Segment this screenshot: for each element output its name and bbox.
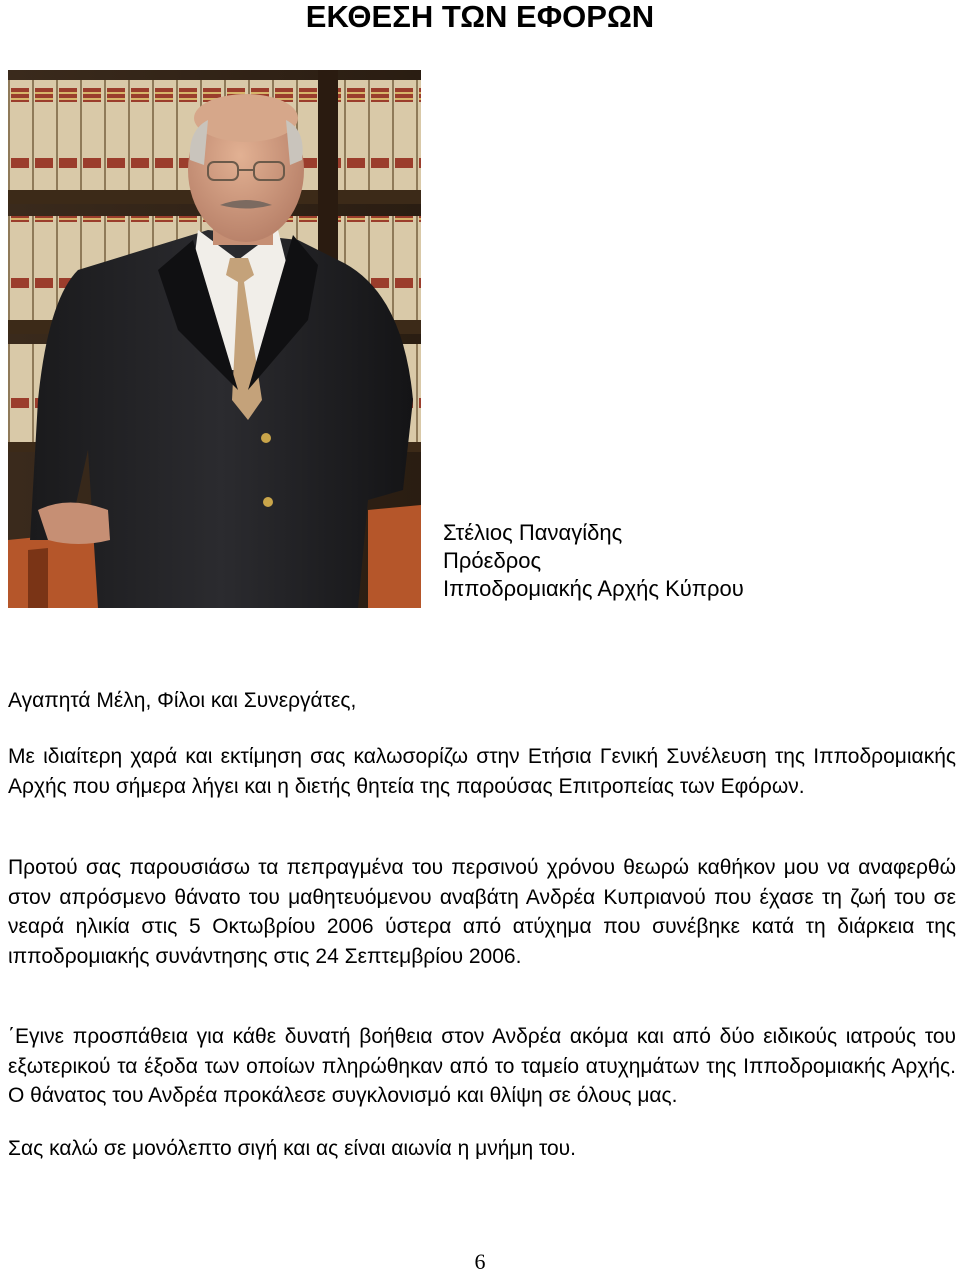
paragraph-welcome: Με ιδιαίτερη χαρά και εκτίμηση σας καλωσορίζω στην Ετήσια Γενική Συνέλευση της Ιπποδρομιακής Αρχής που σήμερα λήγει και η διετής θητεία της παρούσας Επιτροπείας των Εφόρων. bbox=[8, 745, 956, 798]
paragraph-memorial: Προτού σας παρουσιάσω τα πεπραγμένα του περσινού χρόνου θεωρώ καθήκον μου να αναφερθώ στον απρόσμενο θάνατο του μαθητευόμενου αναβάτη Ανδρέα Κυπριανού που έχασε τη ζωή του σε νεαρά ηλικία στις 5 Οκτωβρίου 2006 ύστερα από ατύχημα που συνέβηκε κατά τη διάρκεια της ιπποδρομιακής συνάντησης στις 24 Σεπτεμβρίου 2006. bbox=[8, 856, 956, 968]
page-number: 6 bbox=[474, 1249, 486, 1274]
greeting: Αγαπητά Μέλη, Φίλοι και Συνεργάτες, bbox=[8, 689, 357, 712]
paragraph-assistance: ΄Εγινε προσπάθεια για κάθε δυνατή βοήθεια στον Ανδρέα ακόμα και από δύο ειδικούς ιατρούς του εξωτερικού τα έξοδα των οποίων πληρώθηκαν από το ταμείο ατυχημάτων της Ιπποδρομιακής Αρχής. Ο θάνατος του Ανδρέα προκάλεσε συγκλονισμό και θλίψη σε όλους μας. bbox=[8, 1025, 956, 1107]
caption-organization: Ιπποδρομιακής Αρχής Κύπρου bbox=[443, 576, 744, 601]
document-title: ΕΚΘΕΣΗ ΤΩΝ ΕΦΟΡΩΝ bbox=[305, 0, 655, 34]
photo-caption bbox=[443, 519, 744, 603]
portrait-photo bbox=[8, 70, 421, 608]
caption-name: Στέλιος Παναγίδης bbox=[443, 520, 623, 545]
paragraph-moment-of-silence: Σας καλώ σε μονόλεπτο σιγή και ας είναι αιωνία η μνήμη του. bbox=[8, 1137, 576, 1160]
caption-position: Πρόεδρος bbox=[443, 548, 542, 573]
